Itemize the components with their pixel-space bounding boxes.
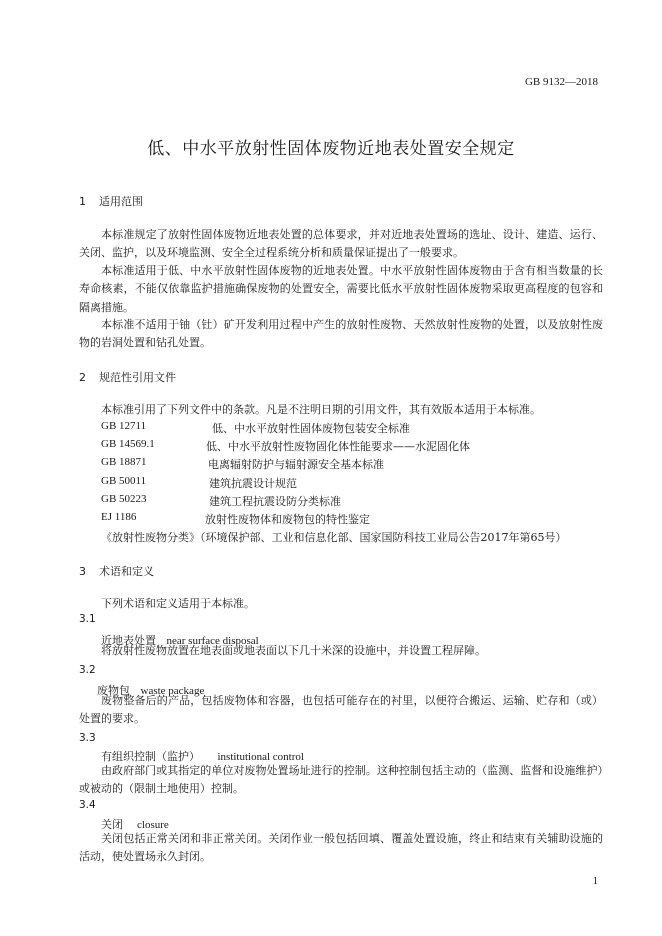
- section-title: 规范性引用文件: [99, 371, 176, 384]
- reference-code: GB 50223: [101, 493, 147, 505]
- section-1-paragraph: 本标准适用于低、中水平放射性固体废物的近地表处置。中水平放射性固体废物由于含有相当数量的长寿命核素，不能仅依靠监护措施确保废物的处置安全，需要比低水平放射性固体废物采取更高程度的包容和隔离措施。: [79, 264, 603, 314]
- term-en: institutional control: [217, 751, 304, 763]
- section-title: 术语和定义: [99, 565, 154, 578]
- reference-title: 建筑抗震设计规范: [209, 477, 297, 490]
- section-2-heading: [79, 369, 176, 385]
- term-zh: 关闭: [101, 818, 123, 831]
- term-definition: 废物整备后的产品，包括废物体和容器，也包括可能存在的衬里，以便符合搬运、运输、贮存和（或）处置的要求。: [79, 694, 603, 726]
- term-number: 3.4: [79, 799, 96, 811]
- page-title: 低、中水平放射性固体废物近地表处置安全规定: [147, 139, 515, 159]
- reference-note: 《放射性废物分类》（环境保护部、工业和信息化部、国家国防科技工业局公告2017年第65号）: [101, 531, 567, 544]
- reference-title: 电离辐射防护与辐射源安全基本标准: [208, 458, 384, 471]
- reference-code: GB 14569.1: [101, 438, 155, 450]
- term-en: closure: [137, 819, 169, 831]
- term-zh: 废物包: [97, 684, 130, 697]
- section-number: 3: [79, 565, 86, 578]
- reference-code: GB 50011: [101, 475, 147, 487]
- section-title: 适用范围: [99, 195, 143, 208]
- term-en: waste package: [140, 685, 205, 697]
- term-zh: 有组织控制（监护）: [101, 750, 200, 763]
- reference-title: 低、中水平放射性废物固化体性能要求——水泥固化体: [206, 440, 470, 453]
- reference-code: GB 12711: [101, 420, 147, 432]
- term-en: near surface disposal: [166, 635, 259, 647]
- term-zh: 近地表处置: [101, 634, 156, 647]
- references-intro: 本标准引用了下列文件中的条款。凡是不注明日期的引用文件，其有效版本适用于本标准。: [101, 403, 541, 416]
- section-number: 1: [79, 195, 86, 208]
- term-number: 3.1: [79, 613, 96, 625]
- term-number: 3.2: [79, 664, 96, 676]
- section-3-heading: [79, 563, 154, 579]
- section-number: 2: [79, 371, 86, 384]
- reference-code: EJ 1186: [101, 511, 137, 523]
- terms-intro: 下列术语和定义适用于本标准。: [101, 597, 255, 610]
- term-number: 3.3: [79, 732, 96, 744]
- term-definition: 将放射性废物放置在地表面或地表面以下几十米深的设施中，并设置工程屏障。: [101, 644, 486, 657]
- reference-code: GB 18871: [101, 456, 147, 468]
- term-definition: 关闭包括正常关闭和非正常关闭。关闭作业一般包括回填、覆盖处置设施，终止和结束有关辅助设施的活动，使处置场永久封闭。: [79, 832, 603, 864]
- reference-title: 建筑工程抗震设防分类标准: [209, 495, 341, 508]
- section-1-paragraph: 本标准不适用于铀（钍）矿开发利用过程中产生的放射性废物、天然放射性废物的处置，以及放射性废物的岩洞处置和钻孔处置。: [79, 318, 603, 350]
- term-definition: 由政府部门或其指定的单位对废物处置场址进行的控制。这种控制包括主动的（监测、监督和设施维护）或被动的（限制土地使用）控制。: [79, 764, 603, 796]
- page-number: 1: [592, 876, 598, 887]
- reference-title: 放射性废物体和废物包的特性鉴定: [205, 513, 370, 526]
- reference-title: 低、中水平放射性固体废物包装安全标准: [212, 422, 410, 435]
- section-1-paragraph: 本标准规定了放射性固体废物近地表处置的总体要求，并对近地表处置场的选址、设计、建造、运行、关闭、监护，以及环境监测、安全全过程系统分析和质量保证提出了一般要求。: [79, 228, 603, 260]
- standard-number: GB 9132—2018: [524, 76, 598, 88]
- section-1-heading: [79, 193, 143, 209]
